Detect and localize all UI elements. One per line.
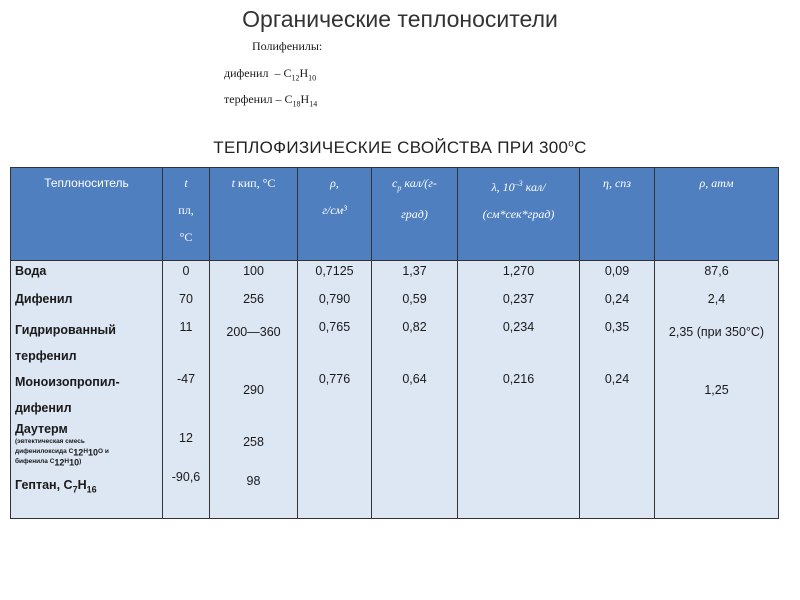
- cell-lambda: 0,216: [458, 369, 580, 421]
- cell-name: Гептан, $C_7H_{16}$: [11, 468, 163, 519]
- table-row: [11, 261, 779, 290]
- cell-rho: [298, 421, 372, 468]
- cell-cp: [372, 421, 458, 468]
- cell-lambda: 0,237: [458, 289, 580, 317]
- cell-tpl: -47: [163, 369, 210, 421]
- formula-terphenyl: терфенил – $C_{18}H_{14}$: [224, 92, 318, 109]
- cell-pressure: 2,35 (при 350°С): [655, 317, 779, 369]
- cell-tkip: 100: [210, 261, 298, 290]
- cell-pressure: [655, 468, 779, 519]
- cell-cp: [372, 468, 458, 519]
- cell-lambda: 0,234: [458, 317, 580, 369]
- section-title: ТЕПЛОФИЗИЧЕСКИЕ СВОЙСТВА ПРИ 300$^o$С: [213, 138, 587, 157]
- cell-eta: 0,09: [580, 261, 655, 290]
- cell-name: Дифенил: [11, 289, 163, 317]
- cell-tpl: 11: [163, 317, 210, 369]
- cell-tkip: 256: [210, 289, 298, 317]
- cell-tpl: -90,6: [163, 468, 210, 519]
- cell-pressure: [655, 421, 779, 468]
- header-boiling-point: t кип, °С: [210, 168, 298, 261]
- cell-cp: 0,59: [372, 289, 458, 317]
- cell-eta: [580, 421, 655, 468]
- header-melting-point: t пл, °С: [163, 168, 210, 261]
- cell-pressure: 2,4: [655, 289, 779, 317]
- cell-tpl: 70: [163, 289, 210, 317]
- page-title: Органические теплоносители: [242, 6, 558, 32]
- cell-tkip: 200—360: [210, 317, 298, 369]
- cell-rho: 0,776: [298, 369, 372, 421]
- cell-rho: 0,790: [298, 289, 372, 317]
- header-heat-capacity: $c_p$ кал/(г- град): [372, 168, 458, 261]
- cell-name: Вода: [11, 261, 163, 290]
- formula-diphenyl: дифенил – $C_{12}H_{10}$: [224, 66, 317, 83]
- cell-cp: 0,82: [372, 317, 458, 369]
- cell-eta: [580, 468, 655, 519]
- cell-eta: 0,35: [580, 317, 655, 369]
- cell-rho: [298, 468, 372, 519]
- cell-tkip: 258: [210, 421, 298, 468]
- header-thermal-conductivity: λ, $10^{-3}$ кал/ (см*сек*град): [458, 168, 580, 261]
- table-row: [11, 317, 779, 369]
- cell-rho: 0,7125: [298, 261, 372, 290]
- cell-rho: 0,765: [298, 317, 372, 369]
- cell-lambda: [458, 421, 580, 468]
- header-coolant: Теплоноситель: [11, 168, 163, 261]
- table-row: [11, 289, 779, 317]
- cell-lambda: [458, 468, 580, 519]
- cell-pressure: 87,6: [655, 261, 779, 290]
- cell-name: Даутерм (эвтектическая смесь дифенилоксида $C_{12}H_{10}O$ и бифенила $C_{12}H_{10}$): [11, 421, 163, 468]
- cell-cp: 1,37: [372, 261, 458, 290]
- header-pressure: ρ, атм: [655, 168, 779, 261]
- cell-tpl: 0: [163, 261, 210, 290]
- cell-tkip: 290: [210, 369, 298, 421]
- header-viscosity: η, спз: [580, 168, 655, 261]
- cell-eta: 0,24: [580, 289, 655, 317]
- table-row: [11, 369, 779, 421]
- cell-pressure: 1,25: [655, 369, 779, 421]
- cell-tkip: 98: [210, 468, 298, 519]
- table-row: [11, 468, 779, 519]
- dowtherm-note: (эвтектическая смесь дифенилоксида $C_{12}H_{10}O$ и бифенила $C_{12}H_{10}$): [15, 438, 109, 468]
- cell-name: Гидрированный терфенил: [11, 317, 163, 369]
- header-density: ρ, г/см³: [298, 168, 372, 261]
- table-row: [11, 421, 779, 468]
- cell-lambda: 1,270: [458, 261, 580, 290]
- polyphenyls-heading: Полифенилы:: [252, 39, 323, 53]
- table-header-row: [11, 168, 779, 261]
- cell-cp: 0,64: [372, 369, 458, 421]
- properties-table: [10, 167, 779, 519]
- cell-name: Моноизопропил- дифенил: [11, 369, 163, 421]
- cell-eta: 0,24: [580, 369, 655, 421]
- cell-tpl: 12: [163, 421, 210, 468]
